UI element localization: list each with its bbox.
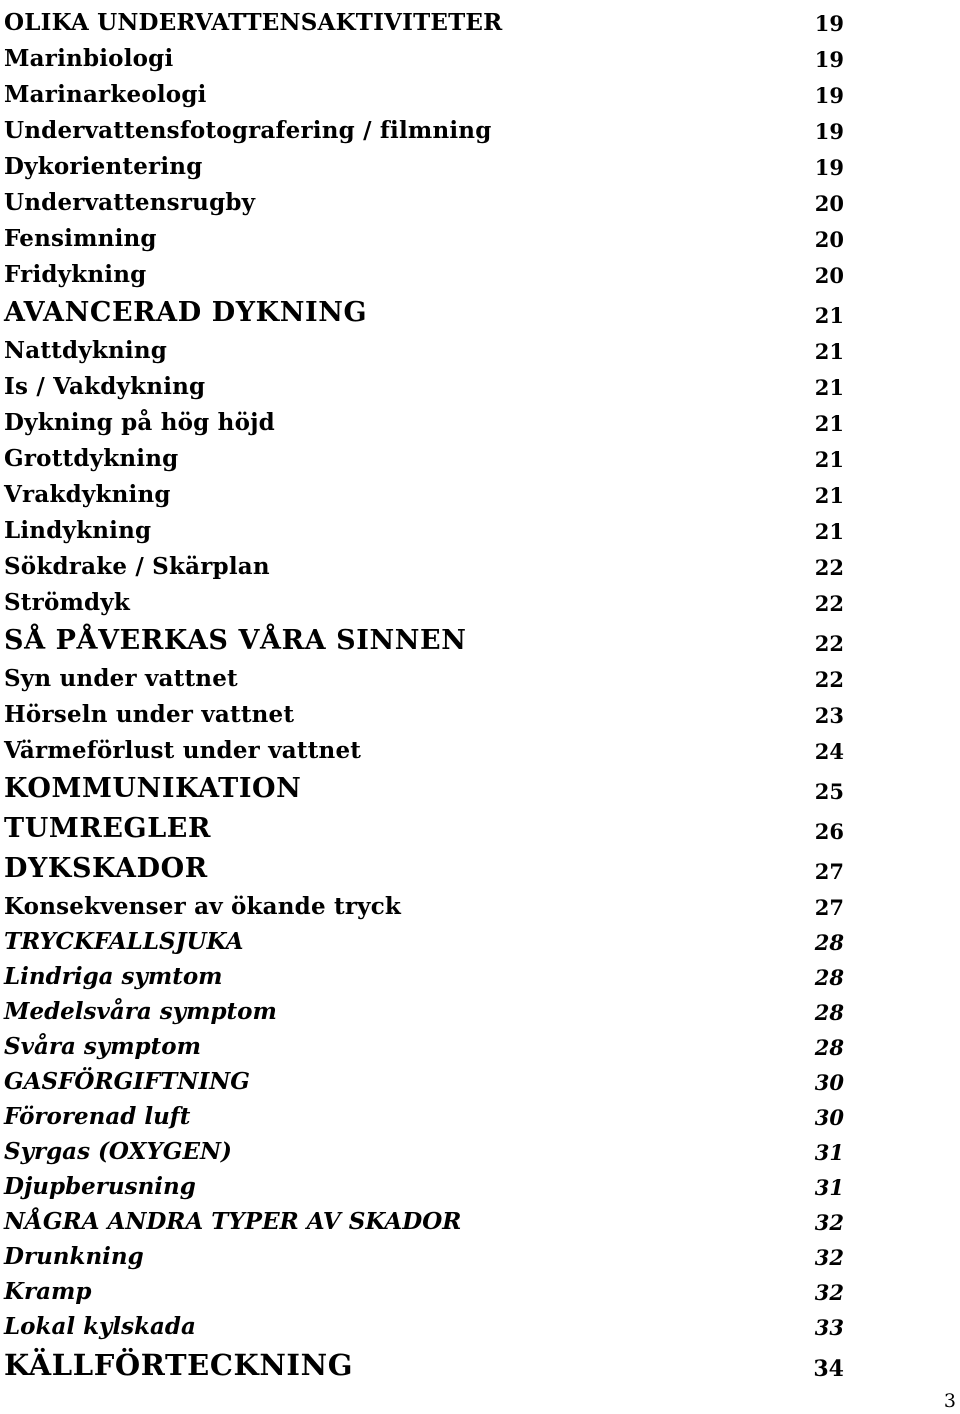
toc-entry-svara-symptom (4, 1025, 844, 1060)
toc-entry-title: NÅGRA ANDRA TYPER AV SKADOR (4, 1208, 462, 1235)
toc-entry-page: 20 (814, 191, 844, 216)
toc-entry-title: Sökdrake / Skärplan (4, 553, 270, 580)
toc-entry-page: 19 (814, 155, 844, 180)
toc-entry-title: DYKSKADOR (4, 853, 208, 884)
toc-entry-page: 30 (814, 1070, 844, 1095)
toc-entry-lokal-kylskada (4, 1305, 844, 1340)
toc-entry-page: 21 (814, 519, 844, 544)
toc-entry-title: TRYCKFALLSJUKA (4, 928, 244, 955)
toc-entry-title: Fridykning (4, 261, 147, 288)
toc-entry-page: 28 (814, 965, 844, 990)
toc-entry-title: Medelsvåra symptom (4, 998, 277, 1025)
table-of-contents (4, 0, 844, 1382)
toc-entry-title: Nattdykning (4, 337, 168, 364)
page-number: 3 (943, 1390, 956, 1412)
toc-entry-page: 21 (814, 411, 844, 436)
toc-entry-title: OLIKA UNDERVATTENSAKTIVITETER (4, 9, 503, 36)
toc-entry-drunkning (4, 1235, 844, 1270)
toc-entry-page: 31 (814, 1140, 844, 1165)
toc-entry-page: 31 (814, 1175, 844, 1200)
toc-entry-page: 22 (814, 591, 844, 616)
toc-entry-title: Undervattensrugby (4, 189, 256, 216)
toc-entry-fridykning (4, 252, 844, 288)
toc-entry-title: Drunkning (4, 1243, 144, 1270)
toc-entry-page: 32 (814, 1245, 844, 1270)
toc-entry-tryckfallsjuka (4, 920, 844, 955)
toc-entry-title: Marinbiologi (4, 45, 174, 72)
toc-entry-title: GASFÖRGIFTNING (4, 1068, 250, 1095)
toc-entry-page: 19 (814, 47, 844, 72)
toc-entry-undervattensrugby (4, 180, 844, 216)
toc-entry-page: 19 (814, 119, 844, 144)
toc-entry-page: 21 (814, 303, 844, 328)
toc-entry-sa-paverkas-vara-sinnen (4, 616, 844, 656)
toc-entry-page: 21 (814, 375, 844, 400)
toc-entry-dykorientering (4, 144, 844, 180)
toc-entry-page: 22 (814, 555, 844, 580)
toc-entry-fensimning (4, 216, 844, 252)
toc-entry-title: Lindriga symtom (4, 963, 223, 990)
toc-entry-undervattensfotografering (4, 108, 844, 144)
toc-entry-title: KOMMUNIKATION (4, 773, 302, 804)
toc-entry-title: Fensimning (4, 225, 157, 252)
toc-entry-title: Strömdyk (4, 589, 131, 616)
toc-entry-page: 24 (814, 739, 844, 764)
toc-entry-varmeforlust-under-vattnet (4, 728, 844, 764)
toc-entry-page: 27 (814, 895, 844, 920)
toc-entry-title: Lokal kylskada (4, 1313, 196, 1340)
toc-entry-lindykning (4, 508, 844, 544)
toc-entry-sokdrake-skarplan (4, 544, 844, 580)
toc-entry-syrgas-oxygen (4, 1130, 844, 1165)
toc-entry-syn-under-vattnet (4, 656, 844, 692)
toc-entry-dykning-pa-hog-hojd (4, 400, 844, 436)
toc-entry-page: 19 (814, 83, 844, 108)
toc-entry-title: Vrakdykning (4, 481, 171, 508)
toc-entry-page: 22 (814, 667, 844, 692)
toc-entry-title: Is / Vakdykning (4, 373, 206, 400)
toc-entry-page: 23 (814, 703, 844, 728)
toc-entry-title: Konsekvenser av ökande tryck (4, 893, 402, 920)
toc-entry-fororenad-luft (4, 1095, 844, 1130)
toc-entry-page: 25 (814, 779, 844, 804)
toc-entry-page: 20 (814, 263, 844, 288)
toc-entry-title: Dykorientering (4, 153, 203, 180)
toc-entry-marinarkeologi (4, 72, 844, 108)
toc-entry-title: Dykning på hög höjd (4, 409, 275, 436)
toc-entry-page: 21 (814, 483, 844, 508)
toc-entry-title: SÅ PÅVERKAS VÅRA SINNEN (4, 625, 467, 656)
toc-entry-page: 30 (814, 1105, 844, 1130)
toc-entry-kommunikation (4, 764, 844, 804)
toc-entry-page: 27 (814, 859, 844, 884)
toc-entry-page: 32 (814, 1280, 844, 1305)
toc-entry-kallforteckning (4, 1340, 844, 1382)
toc-entry-djupberusning (4, 1165, 844, 1200)
toc-entry-page: 28 (814, 1000, 844, 1025)
toc-entry-title: TUMREGLER (4, 813, 212, 844)
toc-entry-is-vakdykning (4, 364, 844, 400)
toc-entry-kramp (4, 1270, 844, 1305)
toc-entry-vrakdykning (4, 472, 844, 508)
toc-entry-gasforgiftning (4, 1060, 844, 1095)
toc-entry-title: Undervattensfotografering / filmning (4, 117, 492, 144)
toc-entry-title: AVANCERAD DYKNING (4, 297, 368, 328)
toc-entry-title: Syn under vattnet (4, 665, 238, 692)
toc-entry-dykskador (4, 844, 844, 884)
toc-entry-title: Hörseln under vattnet (4, 701, 295, 728)
toc-entry-page: 34 (813, 1356, 844, 1382)
toc-entry-marinbiologi (4, 36, 844, 72)
toc-entry-title: KÄLLFÖRTECKNING (4, 1348, 354, 1382)
toc-entry-lindriga-symtom (4, 955, 844, 990)
toc-entry-page: 21 (814, 447, 844, 472)
toc-entry-page: 20 (814, 227, 844, 252)
toc-entry-title: Förorenad luft (4, 1103, 191, 1130)
toc-entry-title: Lindykning (4, 517, 152, 544)
toc-entry-page: 32 (814, 1210, 844, 1235)
toc-entry-title: Kramp (4, 1278, 92, 1305)
toc-entry-grottdykning (4, 436, 844, 472)
toc-entry-title: Djupberusning (4, 1173, 196, 1200)
toc-entry-konsekvenser-av-okande-tryck (4, 884, 844, 920)
toc-entry-title: Svåra symptom (4, 1033, 201, 1060)
toc-entry-olika-undervattensaktiviteter (4, 0, 844, 36)
toc-entry-page: 26 (814, 819, 844, 844)
toc-entry-page: 28 (814, 1035, 844, 1060)
toc-entry-nattdykning (4, 328, 844, 364)
toc-entry-page: 33 (814, 1315, 844, 1340)
toc-entry-stromdyk (4, 580, 844, 616)
toc-entry-page: 22 (814, 631, 844, 656)
toc-entry-tumregler (4, 804, 844, 844)
toc-entry-title: Värmeförlust under vattnet (4, 737, 362, 764)
toc-entry-avancerad-dykning (4, 288, 844, 328)
toc-entry-medelsvara-symptom (4, 990, 844, 1025)
toc-entry-nagra-andra-typer-av-skador (4, 1200, 844, 1235)
toc-entry-title: Grottdykning (4, 445, 179, 472)
toc-entry-title: Marinarkeologi (4, 81, 207, 108)
toc-entry-title: Syrgas (OXYGEN) (4, 1138, 232, 1165)
toc-entry-page: 28 (814, 930, 844, 955)
toc-entry-page: 19 (814, 11, 844, 36)
toc-entry-horseln-under-vattnet (4, 692, 844, 728)
toc-entry-page: 21 (814, 339, 844, 364)
